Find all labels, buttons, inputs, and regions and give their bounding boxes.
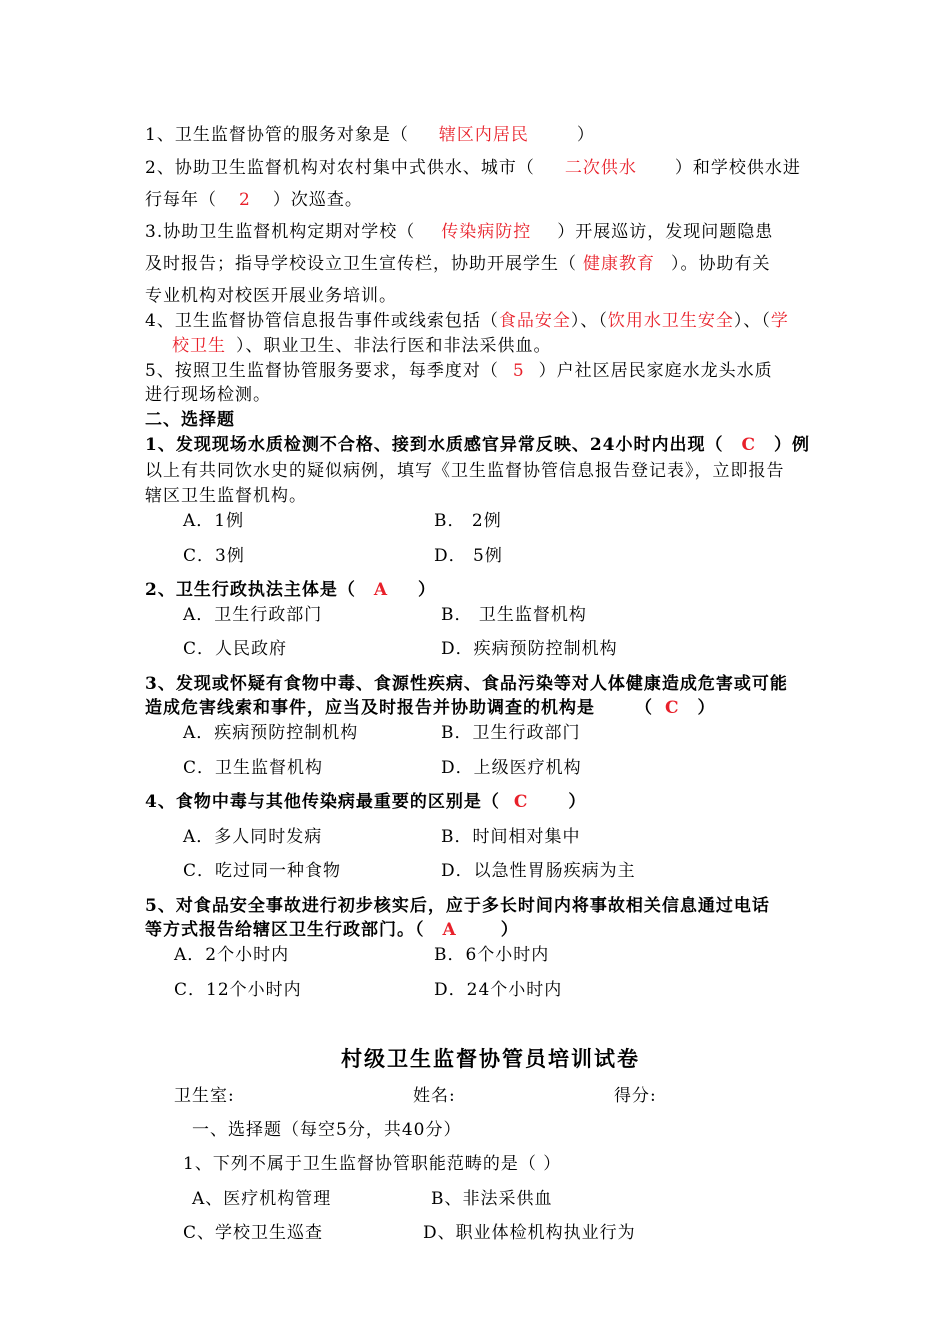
question-text: ）	[576, 125, 595, 145]
choice-question-2	[145, 579, 436, 601]
question-text: 2、协助卫生监督机构对农村集中式供水、城市（	[145, 158, 535, 178]
fill-question-2-line1	[145, 157, 801, 179]
fill-question-4-line1	[145, 310, 789, 332]
exam-title: 村级卫生监督协管员培训试卷	[341, 1046, 640, 1071]
question-text: ）	[500, 920, 519, 940]
option-a: A．2个小时内	[174, 945, 290, 965]
question-text: 造成危害线索和事件，应当及时报告并协助调查的机构是	[145, 698, 595, 718]
choice-question-3-line2: 造成危害线索和事件，应当及时报告并协助调查的机构是 （ C ）	[145, 698, 716, 718]
option-a: A．多人同时发病	[183, 827, 323, 847]
question-text: ）户社区居民家庭水龙头水质	[538, 361, 773, 381]
question-text: 等方式报告给辖区卫生行政部门。（	[145, 920, 425, 940]
fill-question-2-line2	[145, 189, 363, 211]
question-text: ）次巡查。	[272, 190, 363, 210]
choice-question-1-line1	[145, 434, 810, 456]
question-text: 1、发现现场水质检测不合格、接到水质感官异常反映、24小时内出现（	[145, 435, 724, 455]
question-text: ）、（	[570, 311, 608, 331]
question-text: ）、（	[733, 311, 771, 331]
option-a: A．1例	[183, 511, 245, 531]
clinic-label: 卫生室:	[174, 1086, 235, 1106]
option-c: C、学校卫生巡查	[183, 1223, 324, 1243]
option-c: C．3例	[183, 546, 245, 566]
fill-question-5-line2: 进行现场检测。	[145, 385, 271, 405]
answer-text: 二次供水	[564, 158, 637, 178]
option-c: C．吃过同一种食物	[183, 861, 342, 881]
choice-question-1-line2: 以上有共同饮水史的疑似病例，填写《卫生监督协管信息报告登记表》，立即报告	[145, 461, 785, 481]
option-b: B． 2例	[434, 511, 502, 531]
answer-text: 校卫生	[172, 336, 226, 356]
option-b: B．时间相对集中	[441, 827, 581, 847]
fill-question-3-line3: 专业机构对校医开展业务培训。	[145, 286, 397, 306]
question-text: ）和学校供水进	[674, 158, 801, 178]
option-a: A．卫生行政部门	[183, 605, 323, 625]
question-text: ）。协助有关	[671, 254, 771, 274]
choice-question-4	[145, 791, 586, 813]
option-b: B．卫生行政部门	[441, 723, 581, 743]
question-text: 及时报告；指导学校设立卫生宣传栏，协助开展学生（	[145, 254, 577, 274]
question-text: ）	[418, 580, 437, 600]
answer-text: 传染病防控	[441, 222, 532, 242]
choice-question-5-line1: 5、对食品安全事故进行初步核实后，应于多长时间内将事故相关信息通过电话	[145, 896, 770, 916]
answer-text: A	[373, 580, 389, 600]
option-c: C．卫生监督机构	[183, 758, 324, 778]
question-text: 1、卫生监督协管的服务对象是（	[145, 125, 409, 145]
section-heading: 二、选择题	[145, 410, 235, 430]
option-c: C．人民政府	[183, 639, 288, 659]
option-d: D．疾病预防控制机构	[441, 639, 618, 659]
question-text: 行每年（	[145, 190, 217, 210]
answer-text: 食品安全	[498, 311, 571, 331]
fill-question-4-line2	[172, 335, 552, 357]
option-a: A、医疗机构管理	[192, 1189, 332, 1209]
question-text: ）开展巡访，发现问题隐患	[557, 222, 774, 242]
option-b: B、非法采供血	[431, 1189, 553, 1209]
option-d: D． 5例	[434, 546, 503, 566]
fill-question-3-line2	[145, 253, 771, 275]
fill-question-3-line1	[145, 221, 773, 243]
question-text: 5、按照卫生监督协管服务要求，每季度对（	[145, 361, 499, 381]
answer-text: 学	[770, 311, 789, 331]
option-d: D．以急性胃肠疾病为主	[441, 861, 636, 881]
choice-question-3-line1: 3、发现或怀疑有食物中毒、食源性疾病、食品污染等对人体健康造成危害或可能	[145, 674, 788, 694]
answer-text: 5	[512, 361, 525, 381]
fill-question-5-line1	[145, 360, 773, 382]
answer-text: 饮用水卫生安全	[607, 311, 734, 331]
question-text: 2、卫生行政执法主体是（	[145, 580, 356, 600]
score-label: 得分:	[614, 1086, 657, 1106]
option-d: D．上级医疗机构	[441, 758, 582, 778]
answer-text: C	[665, 698, 680, 718]
option-d: D．24个小时内	[434, 980, 563, 1000]
option-c: C．12个小时内	[174, 980, 302, 1000]
question-text: ）例	[774, 435, 811, 455]
answer-text: 辖区内居民	[438, 125, 529, 145]
answer-text: 2	[239, 190, 251, 210]
question-text: 4、卫生监督协管信息报告事件或线索包括（	[145, 311, 499, 331]
option-b: B． 卫生监督机构	[441, 605, 587, 625]
question-text: 4、食物中毒与其他传染病最重要的区别是（	[145, 792, 500, 812]
question-text: 3.协助卫生监督机构定期对学校（	[145, 222, 416, 242]
answer-text: A	[442, 920, 457, 940]
choice-question-5-line2	[145, 919, 519, 941]
exam-question-1: 1、下列不属于卫生监督协管职能范畴的是（ ）	[183, 1154, 562, 1174]
choice-question-1-line3: 辖区卫生监督机构。	[145, 486, 307, 506]
answer-text: C	[513, 792, 529, 812]
question-text: ）、职业卫生、非法行医和非法采供血。	[236, 336, 552, 356]
answer-text: 健康教育	[583, 254, 655, 274]
question-text: ）	[568, 792, 587, 812]
name-label: 姓名:	[413, 1086, 456, 1106]
answer-text: C	[741, 435, 757, 455]
option-d: D、职业体检机构执业行为	[423, 1223, 636, 1243]
option-b: B．6个小时内	[434, 945, 550, 965]
section-heading: 一、选择题（每空5分，共40分）	[192, 1120, 462, 1140]
option-a: A．疾病预防控制机构	[183, 723, 359, 743]
fill-question-1	[145, 124, 595, 146]
